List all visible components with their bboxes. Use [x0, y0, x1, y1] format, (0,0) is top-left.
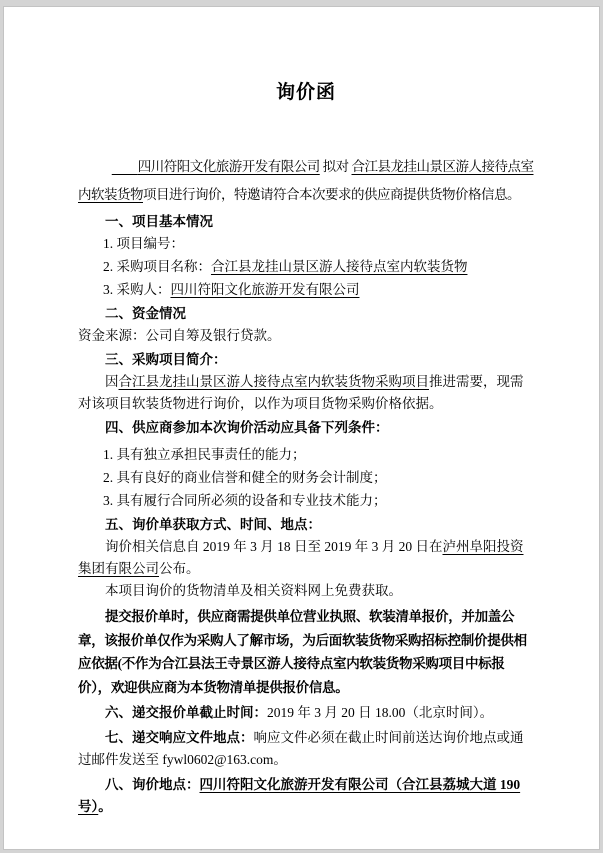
project-intro-tail: 推进需要，现需对该项目软装货物进行询价，以作为项目货物采购价格依据。 [78, 374, 524, 411]
intro-company: 四川符阳文化旅游开发有限公司 [137, 159, 320, 174]
project-name-value: 合江县龙挂山景区游人接待点室内软装货物 [210, 259, 468, 274]
inquiry-location-paragraph [78, 774, 534, 818]
intro-mid: 拟对 [319, 159, 352, 174]
section-4-heading: 四、供应商参加本次询价活动应具备下列条件： [105, 420, 389, 435]
section-3-heading: 三、采购项目简介： [105, 352, 227, 367]
intro-blank [112, 159, 138, 174]
condition-item-1: 1. 具有独立承担民事责任的能力； [102, 447, 306, 462]
funding-source-paragraph: 资金来源：公司自筹及银行贷款。 [78, 328, 281, 343]
intro-tail: 项目进行询价，特邀请符合本次要求的供应商提供货物价格信息。 [143, 187, 520, 202]
inquiry-location-value: 四川符阳文化旅游开发有限公司（合江县荔城大道 190 号） [78, 777, 521, 814]
inquiry-info-tail: 公布。 [159, 561, 200, 576]
delivery-location-label: 七、递交响应文件地点： [105, 730, 254, 745]
project-intro-paragraph [78, 371, 534, 415]
condition-item-3: 3. 具有履行合同所必须的设备和专业技术能力； [102, 493, 387, 508]
intro-project: 合江县龙挂山景区游人接待点室内软装货物 [78, 159, 534, 202]
section-2-heading: 二、资金情况 [105, 306, 186, 321]
quotation-notice-paragraph: 提交报价单时，供应商需提供单位营业执照、软装清单报价，并加盖公章，该报价单仅作为采购人了解市场，为后面软装货物采购招标控制价提供相应依据(不作为合江县法王寺景区游人接待点室内软装货物采购项目中标报价），欢迎供应商为本货物清单提供报价信息。 [78, 609, 527, 695]
document-title: 询价函 [275, 82, 336, 103]
project-number-item: 1. 项目编号： [102, 236, 184, 251]
project-intro-underlined: 合江县龙挂山景区游人接待点室内软装货物采购项目 [118, 374, 429, 389]
section-1-heading: 一、项目基本情况 [105, 214, 213, 229]
inquiry-info-lead: 询价相关信息自 2019 年 3 月 18 日至 2019 年 3 月 20 日在 [105, 539, 443, 554]
inquiry-info-underlined: 泸州阜阳投资集团 [78, 539, 524, 576]
inquiry-info-underlined-2: 有限公司 [105, 561, 159, 576]
supplier-conditions-list [78, 444, 534, 512]
free-access-paragraph: 本项目询价的货物清单及相关资料网上免费获取。 [105, 583, 402, 598]
deadline-value: 2019 年 3 月 20 日 18.00（北京时间）。 [267, 705, 494, 720]
inquiry-location-label: 八、询价地点： [105, 777, 200, 792]
deadline-label: 六、递交报价单截止时间： [105, 705, 267, 720]
section-5-heading: 五、询价单获取方式、时间、地点： [105, 517, 321, 532]
project-intro-lead: 因 [105, 374, 119, 389]
document-page [3, 6, 600, 850]
intro-paragraph [78, 153, 534, 209]
project-name-item [78, 256, 534, 278]
project-name-label: 2. 采购项目名称： [102, 259, 211, 274]
purchaser-label: 3. 采购人： [102, 282, 171, 297]
deadline-paragraph [78, 702, 534, 724]
inquiry-info-paragraph [78, 536, 534, 580]
purchaser-item [78, 279, 534, 301]
purchaser-value: 四川符阳文化旅游开发有限公司 [170, 282, 360, 297]
delivery-location-paragraph [78, 727, 534, 771]
inquiry-location-period: 。 [98, 799, 112, 814]
delivery-location-value: 响应文件必须在截止时间前送达询价地点或通过邮件发送至 fywl0602@163.com。 [78, 730, 524, 767]
condition-item-2: 2. 具有良好的商业信誉和健全的财务会计制度； [102, 470, 387, 485]
